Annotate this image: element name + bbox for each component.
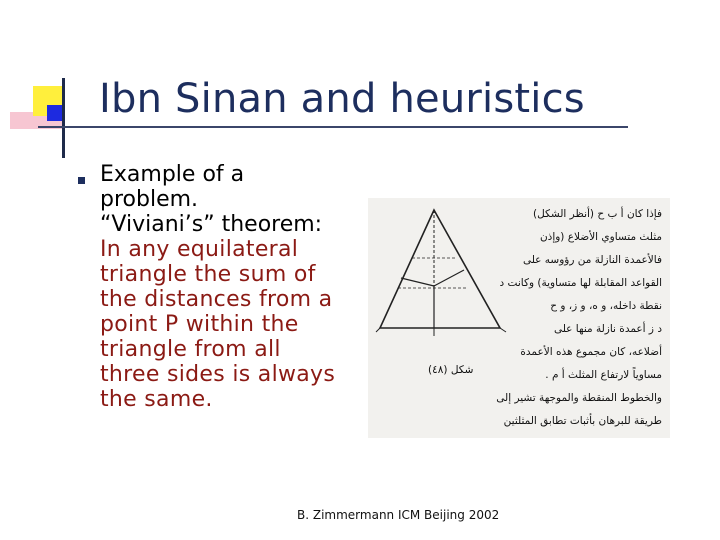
decor-vertical-bar (62, 78, 65, 158)
arabic-text-line: القواعد المقابلة لها متساوية) وكانت د (499, 277, 662, 289)
perpendicular-to-right-side (434, 270, 464, 286)
perpendicular-to-left-side (401, 278, 434, 286)
body-line: problem. (100, 187, 199, 212)
arabic-text-line: والخطوط المنقطة والموجهة تشير إلى (496, 392, 662, 404)
equilateral-triangle (380, 210, 500, 328)
arabic-text-line: أضلاعه، كان مجموع هذه الأعمدة (520, 346, 662, 358)
theorem-statement-line: point P within the (100, 312, 299, 337)
arabic-text-line: د ز أعمدة نازلة منها على (553, 323, 662, 335)
arabic-text-line: نقطة داخله، و ه، و ز، و ح (550, 300, 662, 312)
slide-body (100, 162, 370, 412)
theorem-statement-line: three sides is always (100, 362, 336, 387)
scanned-manuscript-image (368, 198, 670, 438)
arabic-text-line: مثلث متساوي الأضلاع (وإذن (539, 231, 662, 243)
title-underline (38, 126, 628, 128)
arabic-text-line: مساوياً لارتفاع المثلث أ م . (545, 369, 662, 381)
theorem-statement-line: triangle from all (100, 337, 281, 362)
slide-footer: B. Zimmermann ICM Beijing 2002 (297, 508, 500, 522)
body-line: Example of a (100, 162, 245, 187)
slide-title: Ibn Sinan and heuristics (99, 76, 585, 122)
tick-mark (500, 328, 506, 332)
theorem-statement-line: triangle the sum of (100, 262, 316, 287)
tick-mark (376, 328, 380, 332)
figure-caption: شكل (٤٨) (428, 364, 474, 376)
theorem-statement-line: the same. (100, 387, 213, 412)
bullet-square-icon (78, 177, 85, 184)
theorem-statement-line: In any equilateral (100, 237, 299, 262)
arabic-text-line: فإذا كان أ ب ح (أنظر الشكل) (533, 208, 662, 220)
arabic-text-line: فالأعمدة النازلة من رؤوسه على (522, 254, 662, 266)
body-line: “Viviani’s” theorem: (100, 212, 323, 237)
theorem-statement-line: the distances from a (100, 287, 333, 312)
decor-blue-square (47, 105, 63, 121)
arabic-text-line: طريقة للبرهان بأثبات تطابق المثلثين (503, 415, 662, 427)
